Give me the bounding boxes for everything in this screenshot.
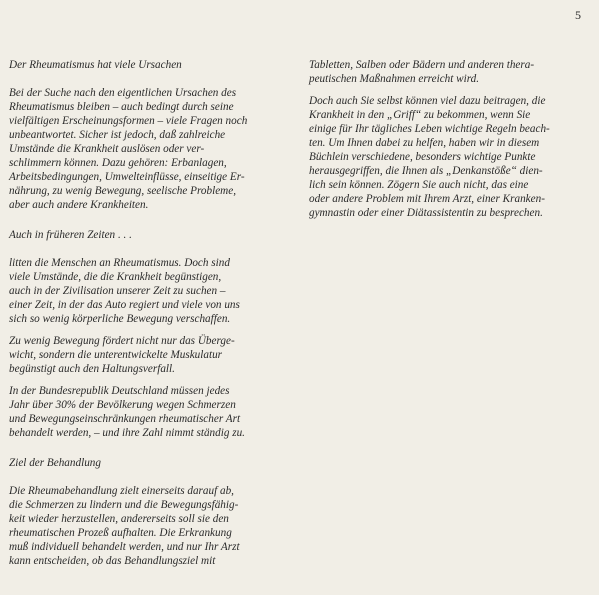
text-line: Büchlein verschiedene, besonders wichtige Punkte: [309, 151, 536, 163]
text-line: Jahr über 30% der Bevölkerung wegen Schmerzen: [9, 399, 236, 411]
text-line: begünstigt auch den Haltungsverfall.: [9, 363, 175, 375]
text-line: rheumatischen Prozeß aufhalten. Die Erkrankung: [9, 527, 232, 539]
text-line: wicht, sondern die unterentwickelte Muskulatur: [9, 349, 223, 361]
text-line: aber auch andere Krankheiten.: [9, 199, 149, 211]
text-line: Doch auch Sie selbst können viel dazu beitragen, die: [309, 95, 546, 107]
text-line: behandelt werden, – und ihre Zahl nimmt ständig zu.: [9, 427, 245, 439]
text-line: nährung, zu wenig Bewegung, seelische Probleme,: [9, 185, 237, 197]
text-line: Die Rheumabehandlung zielt einerseits darauf ab,: [9, 485, 234, 497]
text-line: einer Zeit, in der das Auto regiert und viele von uns: [9, 299, 240, 311]
earlier-times-paragraph-2: [9, 334, 294, 376]
text-line: Bei der Suche nach den eigentlichen Ursachen des: [9, 87, 237, 99]
text-line: litten die Menschen an Rheumatismus. Doch sind: [9, 257, 230, 269]
text-line: Krankheit in den „Griff“ zu bekommen, wenn Sie: [309, 109, 531, 121]
text-line: herausgegriffen, die Ihnen als „Denkanstöße“ dien-: [309, 165, 543, 177]
section-heading-treatment-goal: Ziel der Behandlung: [9, 457, 101, 469]
left-column: [9, 58, 294, 576]
right-paragraph-2: [309, 94, 587, 220]
text-line: oder andere Problem mit Ihrem Arzt, einer Kranken-: [309, 193, 545, 205]
text-line: Rheumatismus bleiben – auch bedingt durch seine: [9, 101, 234, 113]
text-line: schlimmern können. Dazu gehören: Erbanlagen,: [9, 157, 227, 169]
text-line: Tabletten, Salben oder Bädern und anderen thera-: [309, 59, 535, 71]
text-line: auch in der Zivilisation unserer Zeit zu suchen –: [9, 285, 226, 297]
text-line: unbeantwortet. Sicher ist jedoch, daß zahlreiche: [9, 129, 226, 141]
treatment-goal-paragraph: [9, 484, 294, 568]
text-line: Arbeitsbedingungen, Umwelteinflüsse, einseitige Er-: [9, 171, 245, 183]
text-line: sich so wenig körperliche Bewegung verschaffen.: [9, 313, 231, 325]
text-line: einige für Ihr tägliches Leben wichtige Regeln beach-: [309, 123, 550, 135]
text-line: kann entscheiden, ob das Behandlungsziel mit: [9, 555, 216, 567]
earlier-times-paragraph-3: [9, 384, 294, 440]
text-line: lich sein können. Zögern Sie auch nicht, das eine: [309, 179, 529, 191]
section-heading-causes: Der Rheumatismus hat viele Ursachen: [9, 59, 182, 71]
causes-paragraph: [9, 86, 294, 212]
text-line: ten. Um Ihnen dabei zu helfen, haben wir in diesem: [309, 137, 540, 149]
text-line: peutischen Maßnahmen erreicht wird.: [309, 73, 480, 85]
text-line: und Bewegungseinschränkungen rheumatischer Art: [9, 413, 241, 425]
text-line: muß individuell behandelt werden, und nur Ihr Arzt: [9, 541, 240, 553]
text-line: In der Bundesrepublik Deutschland müssen jedes: [9, 385, 230, 397]
text-line: gymnastin oder einer Diätassistentin zu besprechen.: [309, 207, 543, 219]
section-heading-earlier-times: Auch in früheren Zeiten . . .: [9, 229, 132, 241]
earlier-times-paragraph-1: [9, 256, 294, 326]
text-line: die Schmerzen zu lindern und die Bewegungsfähig-: [9, 499, 239, 511]
text-line: Umstände die Krankheit auslösen oder ver-: [9, 143, 205, 155]
text-line: viele Umstände, die die Krankheit begünstigen,: [9, 271, 222, 283]
right-paragraph-1: [309, 58, 587, 86]
text-line: vielfältigen Erscheinungsformen – viele Fragen noch: [9, 115, 248, 127]
text-line: keit wieder herzustellen, andererseits soll sie den: [9, 513, 229, 525]
text-line: Zu wenig Bewegung fördert nicht nur das Überge-: [9, 335, 235, 347]
page-number: 5: [575, 8, 581, 22]
right-column: [309, 58, 587, 228]
